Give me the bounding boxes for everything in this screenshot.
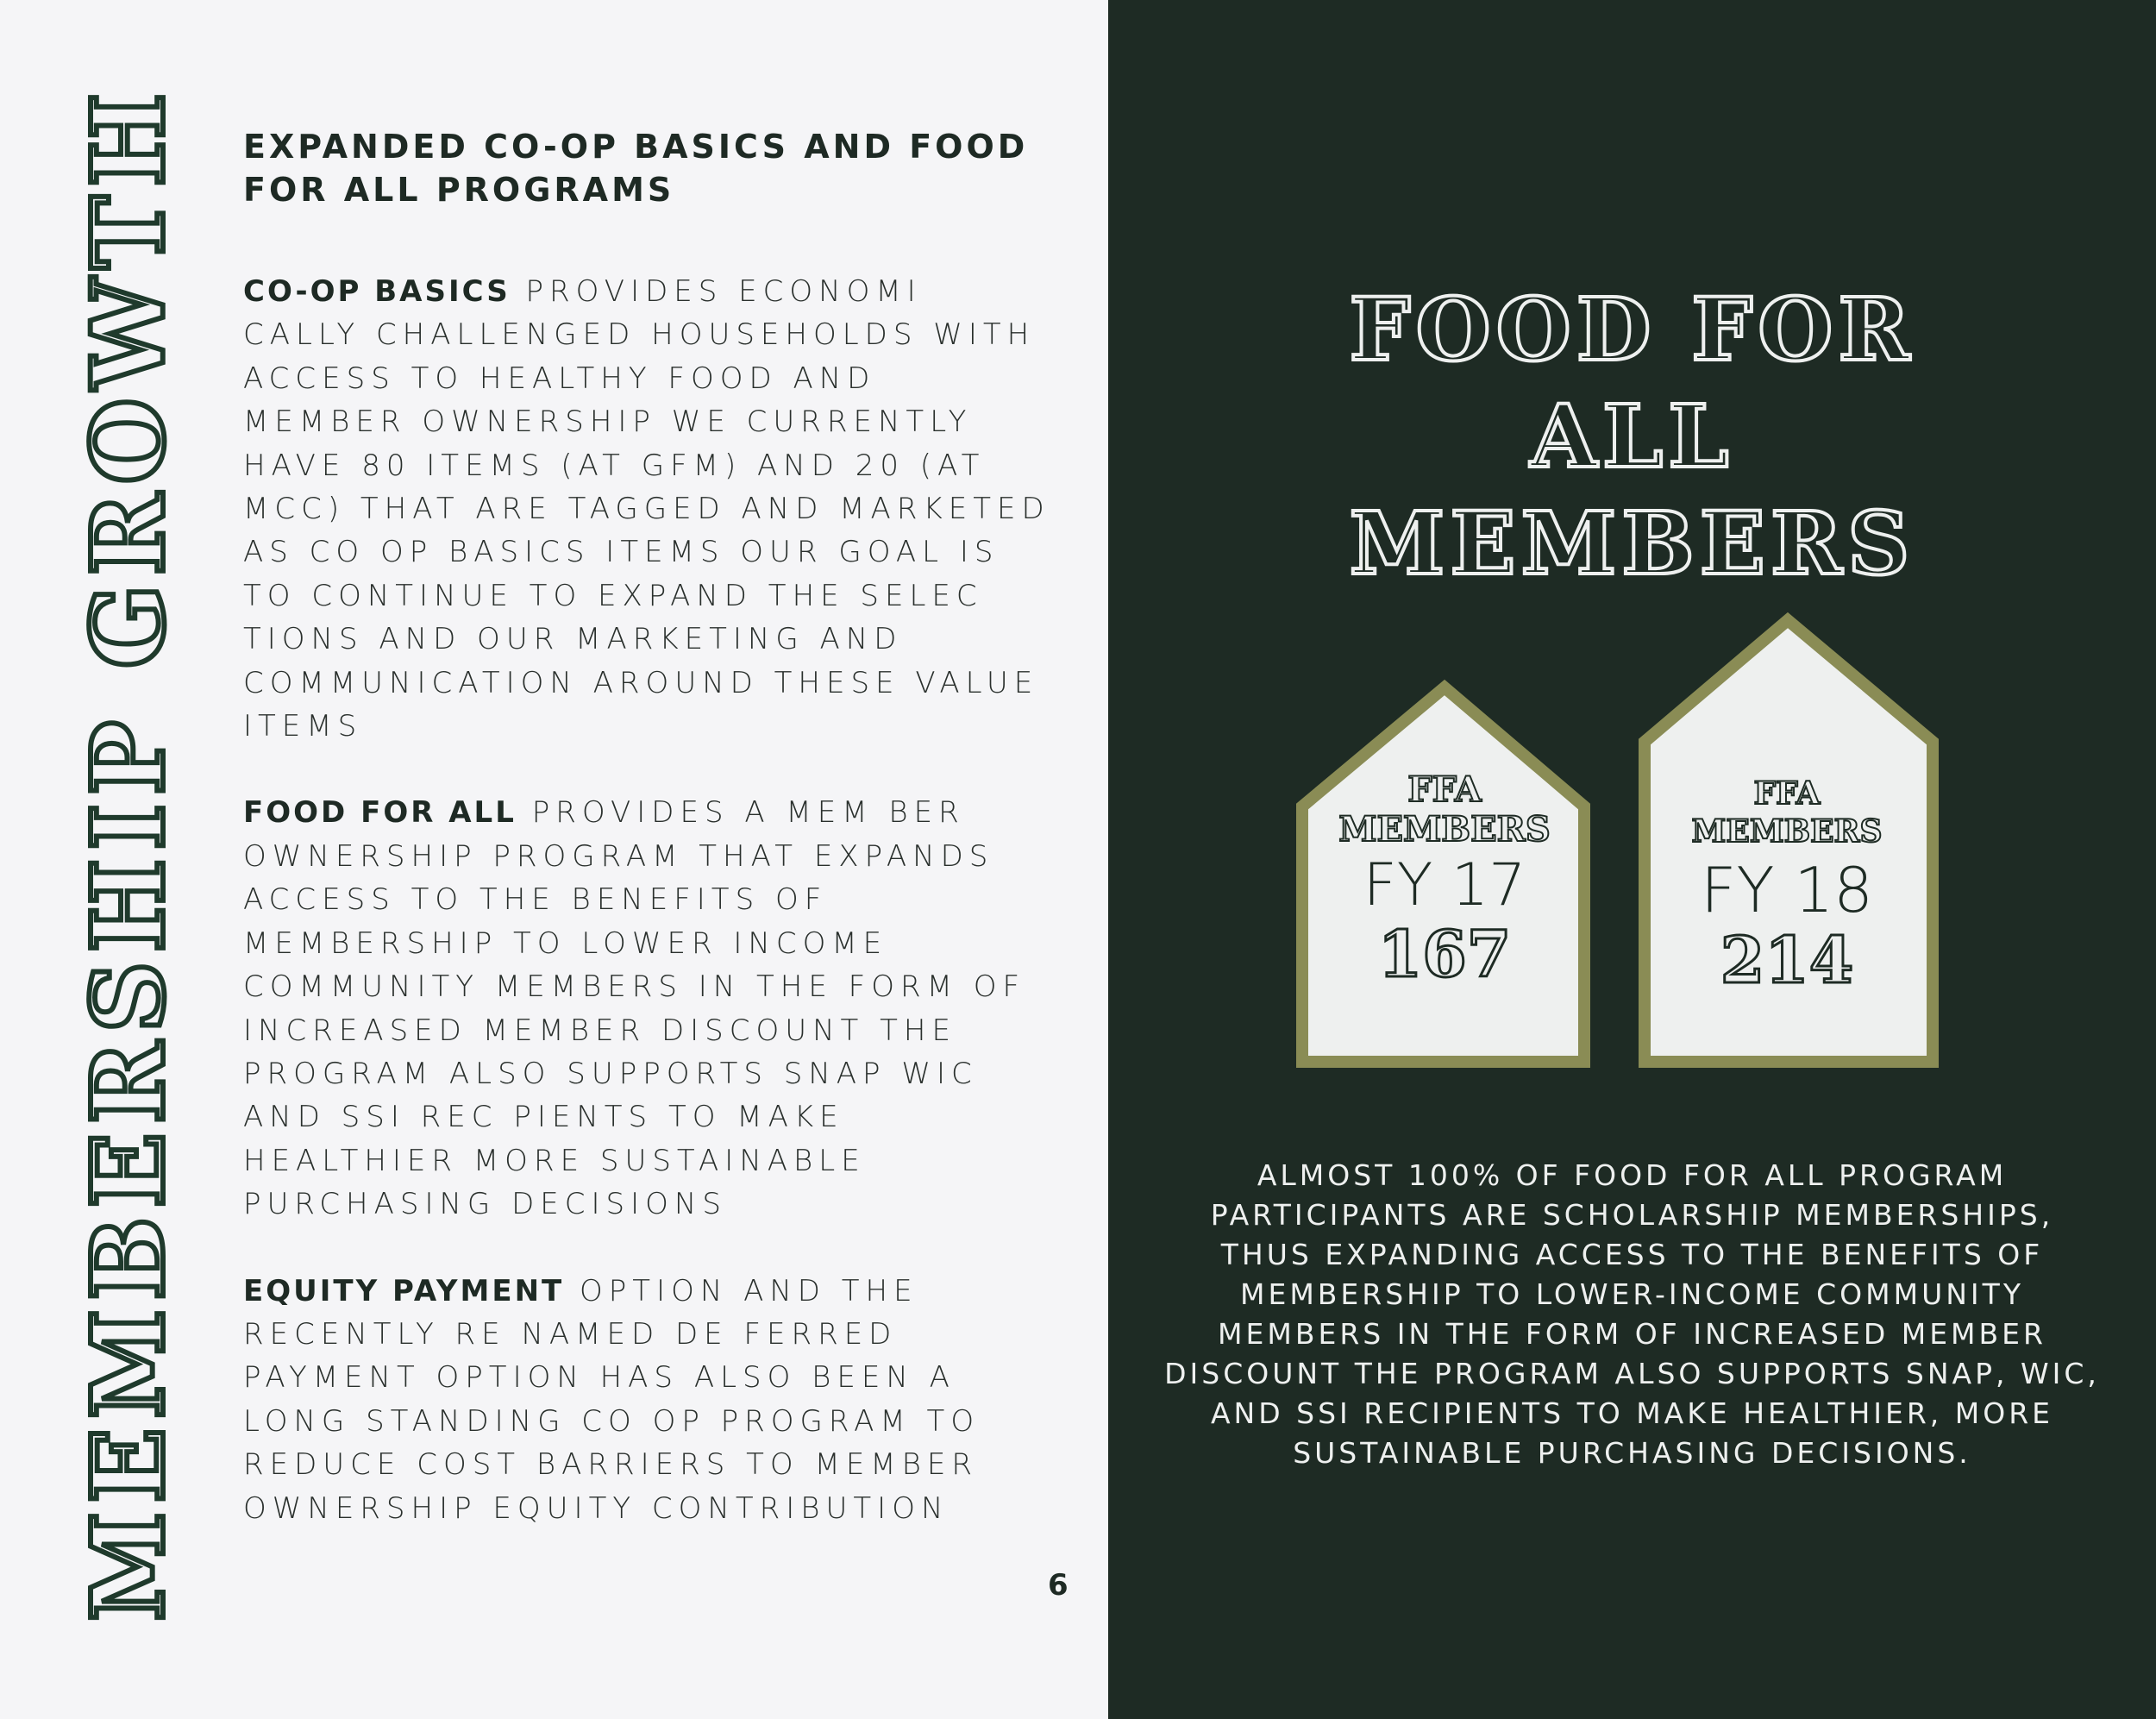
food-for-all-body: PROVIDES A MEM BER OWNERSHIP PROGRAM THAT EXPANDS ACCESS TO THE BENEFITS OF MEMBERSHIP TO LOWER INCOME COMMUNITY MEMBERS IN THE FORM OF INCREASED MEMBER DISCOUNT THE PROGRAM ALSO SUPPORTS SNAP WIC AND SSI REC PIENTS TO MAKE HEALTHIER MORE SUSTAINABLE PURCHASING DECISIONS (243, 795, 1026, 1222)
right-page (1108, 0, 2156, 1719)
house-fy17-year: FY 17 (1363, 851, 1526, 919)
program-caption: ALMOST 100% OF FOOD FOR ALL PROGRAM PARTICIPANTS ARE SCHOLARSHIP MEMBERSHIPS, THUS EXPANDING ACCESS TO THE BENEFITS OF MEMBERSHIP TO LOWER-INCOME COMMUNITY MEMBERS IN THE FORM OF INCREASED MEMBER DISCOUNT THE PROGRAM ALSO SUPPORTS SNAP, WIC, AND SSI RECIPIENTS TO MAKE HEALTHIER, MORE SUSTAINABLE PURCHASING DECISIONS. (1164, 1158, 2100, 1470)
title-line-3: MEMBERS (1349, 492, 1915, 594)
house-fy17-label-2: MEMBERS (1338, 809, 1551, 850)
co-op-basics-paragraph (243, 270, 1054, 748)
title-line-1: FOOD FOR (1349, 279, 1915, 380)
house-fy18-count: 214 (1720, 924, 1854, 998)
house-fy18-year: FY 18 (1701, 854, 1873, 926)
food-for-all-paragraph (243, 791, 1054, 1226)
left-column (243, 125, 1054, 1530)
food-for-all-lead: FOOD FOR ALL (243, 795, 517, 831)
house-fy17-count: 167 (1377, 918, 1512, 992)
house-fy17-label-1: FFA (1407, 769, 1482, 810)
house-graphics (1108, 604, 2156, 1087)
title-line-2: ALL (1530, 386, 1734, 487)
house-fy17 (1302, 769, 1587, 992)
equity-payment-body: OPTION AND THE RECENTLY RE NAMED DE FERRED PAYMENT OPTION HAS ALSO BEEN A LONG STANDING CO OP PROGRAM TO REDUCE COST BARRIERS TO MEMBER OWNERSHIP EQUITY CONTRIBUTION (243, 1273, 981, 1526)
co-op-basics-lead: CO-OP BASICS (243, 274, 511, 309)
house-fy18-label-1: FFA (1753, 775, 1821, 812)
page-number: 6 (1048, 1568, 1069, 1603)
house-fy18 (1645, 775, 1929, 998)
vertical-section-title: MEMBERSHIP GROWTH (71, 84, 187, 1622)
equity-payment-lead: EQUITY PAYMENT (243, 1273, 565, 1308)
food-for-all-members-title (1108, 276, 2156, 597)
co-op-basics-body: PROVIDES ECONOMI CALLY CHALLENGED HOUSEHOLDS WITH ACCESS TO HEALTHY FOOD AND MEMBER OWNERSHIP WE CURRENTLY HAVE 80 ITEMS (AT GFM) AND 20 (AT MCC) THAT ARE TAGGED AND MARKETED AS CO OP BASICS ITEMS OUR GOAL IS TO CONTINUE TO EXPAND THE SELEC TIONS AND OUR MARKETING AND COMMUNICATION AROUND THESE VALUE ITEMS (243, 274, 1050, 744)
equity-payment-paragraph (243, 1270, 1054, 1530)
house-fy18-label-2: MEMBERS (1691, 813, 1883, 850)
section-heading: EXPANDED CO-OP BASICS AND FOOD FOR ALL PROGRAMS (243, 128, 1029, 209)
